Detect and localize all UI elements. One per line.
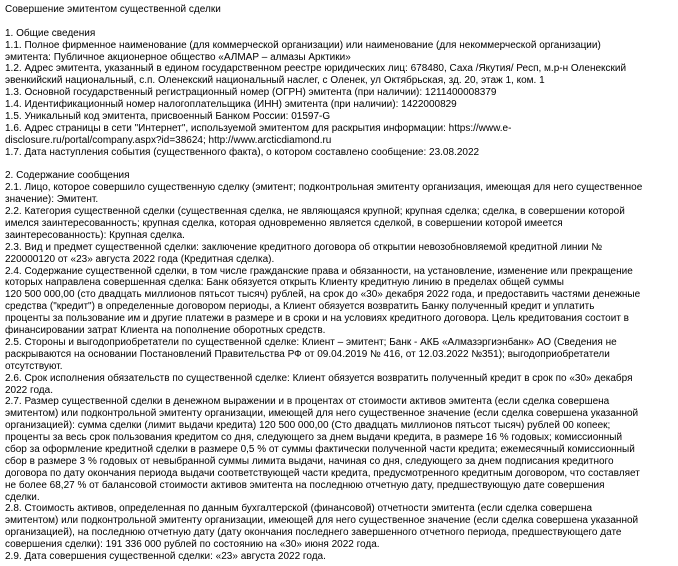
section-2-line: которых направлена совершенная сделка: Банк обязуется открыть Клиенту кредитную линию в пределах общей суммы <box>5 277 564 289</box>
section-2-line: 2.4. Содержание существенной сделки, в том числе гражданские права и обязанности, на установление, изменение или прекращение <box>5 265 633 277</box>
section-2-line: проценты за весь срок пользования кредитом со дня, следующего за днем выдачи кредита, в размере 16 % годовых; комиссионный <box>5 432 623 444</box>
section-2-line: сбор за оформление кредитной сделки в размере 0,5 % от суммы фактически полученной части кредита; ежемесячный комиссионный <box>5 443 635 455</box>
section-2-line: средства ("кредит") в определенные договором периоды, а Клиент обязуется возвратить Банку полученный кредит и уплатить <box>5 301 595 313</box>
section-2-line: значение): Эмитент. <box>5 194 99 206</box>
section-2-line: 2.7. Размер существенной сделки в денежном выражении и в процентах от стоимости активов эмитента (если сделка совершена <box>5 396 610 408</box>
section-1-line: эмитента: Публичное акционерное общество «АЛМАР – алмазы Арктики» <box>5 51 351 63</box>
section-1-line: 1.1. Полное фирменное наименование (для коммерческой организации) или наименование (для некоммерческой организации) <box>5 39 601 51</box>
spacer <box>5 159 672 171</box>
section-2-line: эмитентом) или подконтрольной эмитенту организации, имеющей для него существенное значение (если сделка совершена указанной <box>5 408 639 420</box>
section-2-line: сделки. <box>5 491 40 503</box>
section-1-line: 1.2. Адрес эмитента, указанный в едином государственном реестре юридических лиц: 678480, Саха /Якутия/ Респ, м.р-н Оленекский <box>5 63 627 75</box>
section-2-line: 2.8. Стоимость активов, определенная по данным бухгалтерской (финансовой) отчетности эмитента (если сделка совершена <box>5 503 593 515</box>
section-2-line: организацией), на последнюю отчетную дату (дату окончания последнего завершенного отчетного периода, предшествующего дате <box>5 527 622 539</box>
section-2-line: 2.5. Стороны и выгодоприобретатели по существенной сделке: Клиент – эмитент; Банк - АКБ «Алмазэргиэнбанк» АО (Сведения не <box>5 336 617 348</box>
section-2-line: 2.9. Дата совершения существенной сделки: «23» августа 2022 года. <box>5 550 326 562</box>
section-1-line: 1.3. Основной государственный регистрационный номер (ОГРН) эмитента (при наличии): 1211400008379 <box>5 87 497 99</box>
section-2-line: заинтересованность): Крупная сделка. <box>5 229 185 241</box>
section-2-line: проценты за пользование им и другие платежи в размере и в сроки и на условиях кредитного договора. Цель кредитования состоит в <box>5 313 629 325</box>
section-2-line: 2.6. Срок исполнения обязательств по существенной сделке: Клиент обязуется возвратить полученный кредит в срок по «30» декабря <box>5 372 633 384</box>
section-1-line: 1.6. Адрес страницы в сети "Интернет", используемой эмитентом для раскрытия информации: https://www.e- <box>5 122 512 134</box>
document-title: Совершение эмитентом существенной сделки <box>5 4 221 15</box>
section-2-line: эмитентом) или подконтрольной эмитенту организации, имеющей для него существенное значение (если сделка совершена указанной <box>5 515 639 527</box>
section-2-line: раскрываются на основании Постановлений Правительства РФ от 09.04.2019 № 416, от 12.03.2022 №351); выгодоприобретатели <box>5 348 610 360</box>
section-2-line: имелся заинтересованность; крупная сделка, которая одновременно является сделкой, в совершении которой имеется <box>5 218 563 230</box>
section-2-line: 2022 года. <box>5 384 53 396</box>
section-2-line: 2.2. Категория существенной сделки (существенная сделка, не являющаяся крупной; крупная сделка; сделка, в совершении которой <box>5 206 625 218</box>
section-2-line: 2.3. Вид и предмет существенной сделки: заключение кредитного договора об открытии невозобновляемой кредитной линии № <box>5 241 603 253</box>
section-2-line: организацией): сумма сделки (лимит выдачи кредита) 120 500 000,00 (Сто двадцать миллионов пятьсот тысяч) рублей 00 копеек; <box>5 420 611 432</box>
section-2-line: сбор в размере 3 % годовых от невыбранной суммы лимита выдачи, начиная со дня, следующего за днем подписания кредитного <box>5 455 614 467</box>
section-2-line: совершения сделки): 191 336 000 рублей по состоянию на «30» июня 2022 года. <box>5 539 380 551</box>
section-2-line: не более 68,27 % от балансовой стоимости активов эмитента на последнюю отчетную дату, предшествующую дате совершения <box>5 479 605 491</box>
section-2-line: финансировании затрат Клиента на пополнение оборотных средств. <box>5 325 326 337</box>
section-1-line: 1.5. Уникальный код эмитента, присвоенный Банком России: 01597-G <box>5 111 331 123</box>
spacer <box>5 16 672 28</box>
section-2-line: договора по дату окончания периода выдачи соответствующей части кредита, предусмотренного кредитным договором, что составляет <box>5 467 640 479</box>
section-1-line: 1.7. Дата наступления события (существенного факта), о котором составлено сообщение: 23.08.2022 <box>5 146 480 158</box>
section-1-heading: 1. Общие сведения <box>5 27 96 39</box>
section-2-line: 2.1. Лицо, которое совершило существенную сделку (эмитент; подконтрольная эмитенту организация, имеющая для него существенное <box>5 182 643 194</box>
section-2-line: 120 500 000,00 (сто двадцать миллионов пятьсот тысяч) рублей, на срок до «30» декабря 2022 года, и предоставить частями денежные <box>5 289 641 301</box>
section-2-heading: 2. Содержание сообщения <box>5 170 130 182</box>
section-2-line: 220000120 от «23» августа 2022 года (Кредитная сделка). <box>5 253 275 265</box>
section-1-line: эвенкийский национальный, с.п. Оленекский национальный наслег, с Оленек, ул Октябрьская, зд. 20, этаж 1, ком. 1 <box>5 75 545 87</box>
section-1-line: disclosure.ru/portal/company.aspx?id=38624; http://www.arcticdiamond.ru <box>5 134 332 146</box>
section-2-line: отсутствуют. <box>5 360 63 372</box>
section-1-line: 1.4. Идентификационный номер налогоплательщика (ИНН) эмитента (при наличии): 1422000829 <box>5 99 457 111</box>
